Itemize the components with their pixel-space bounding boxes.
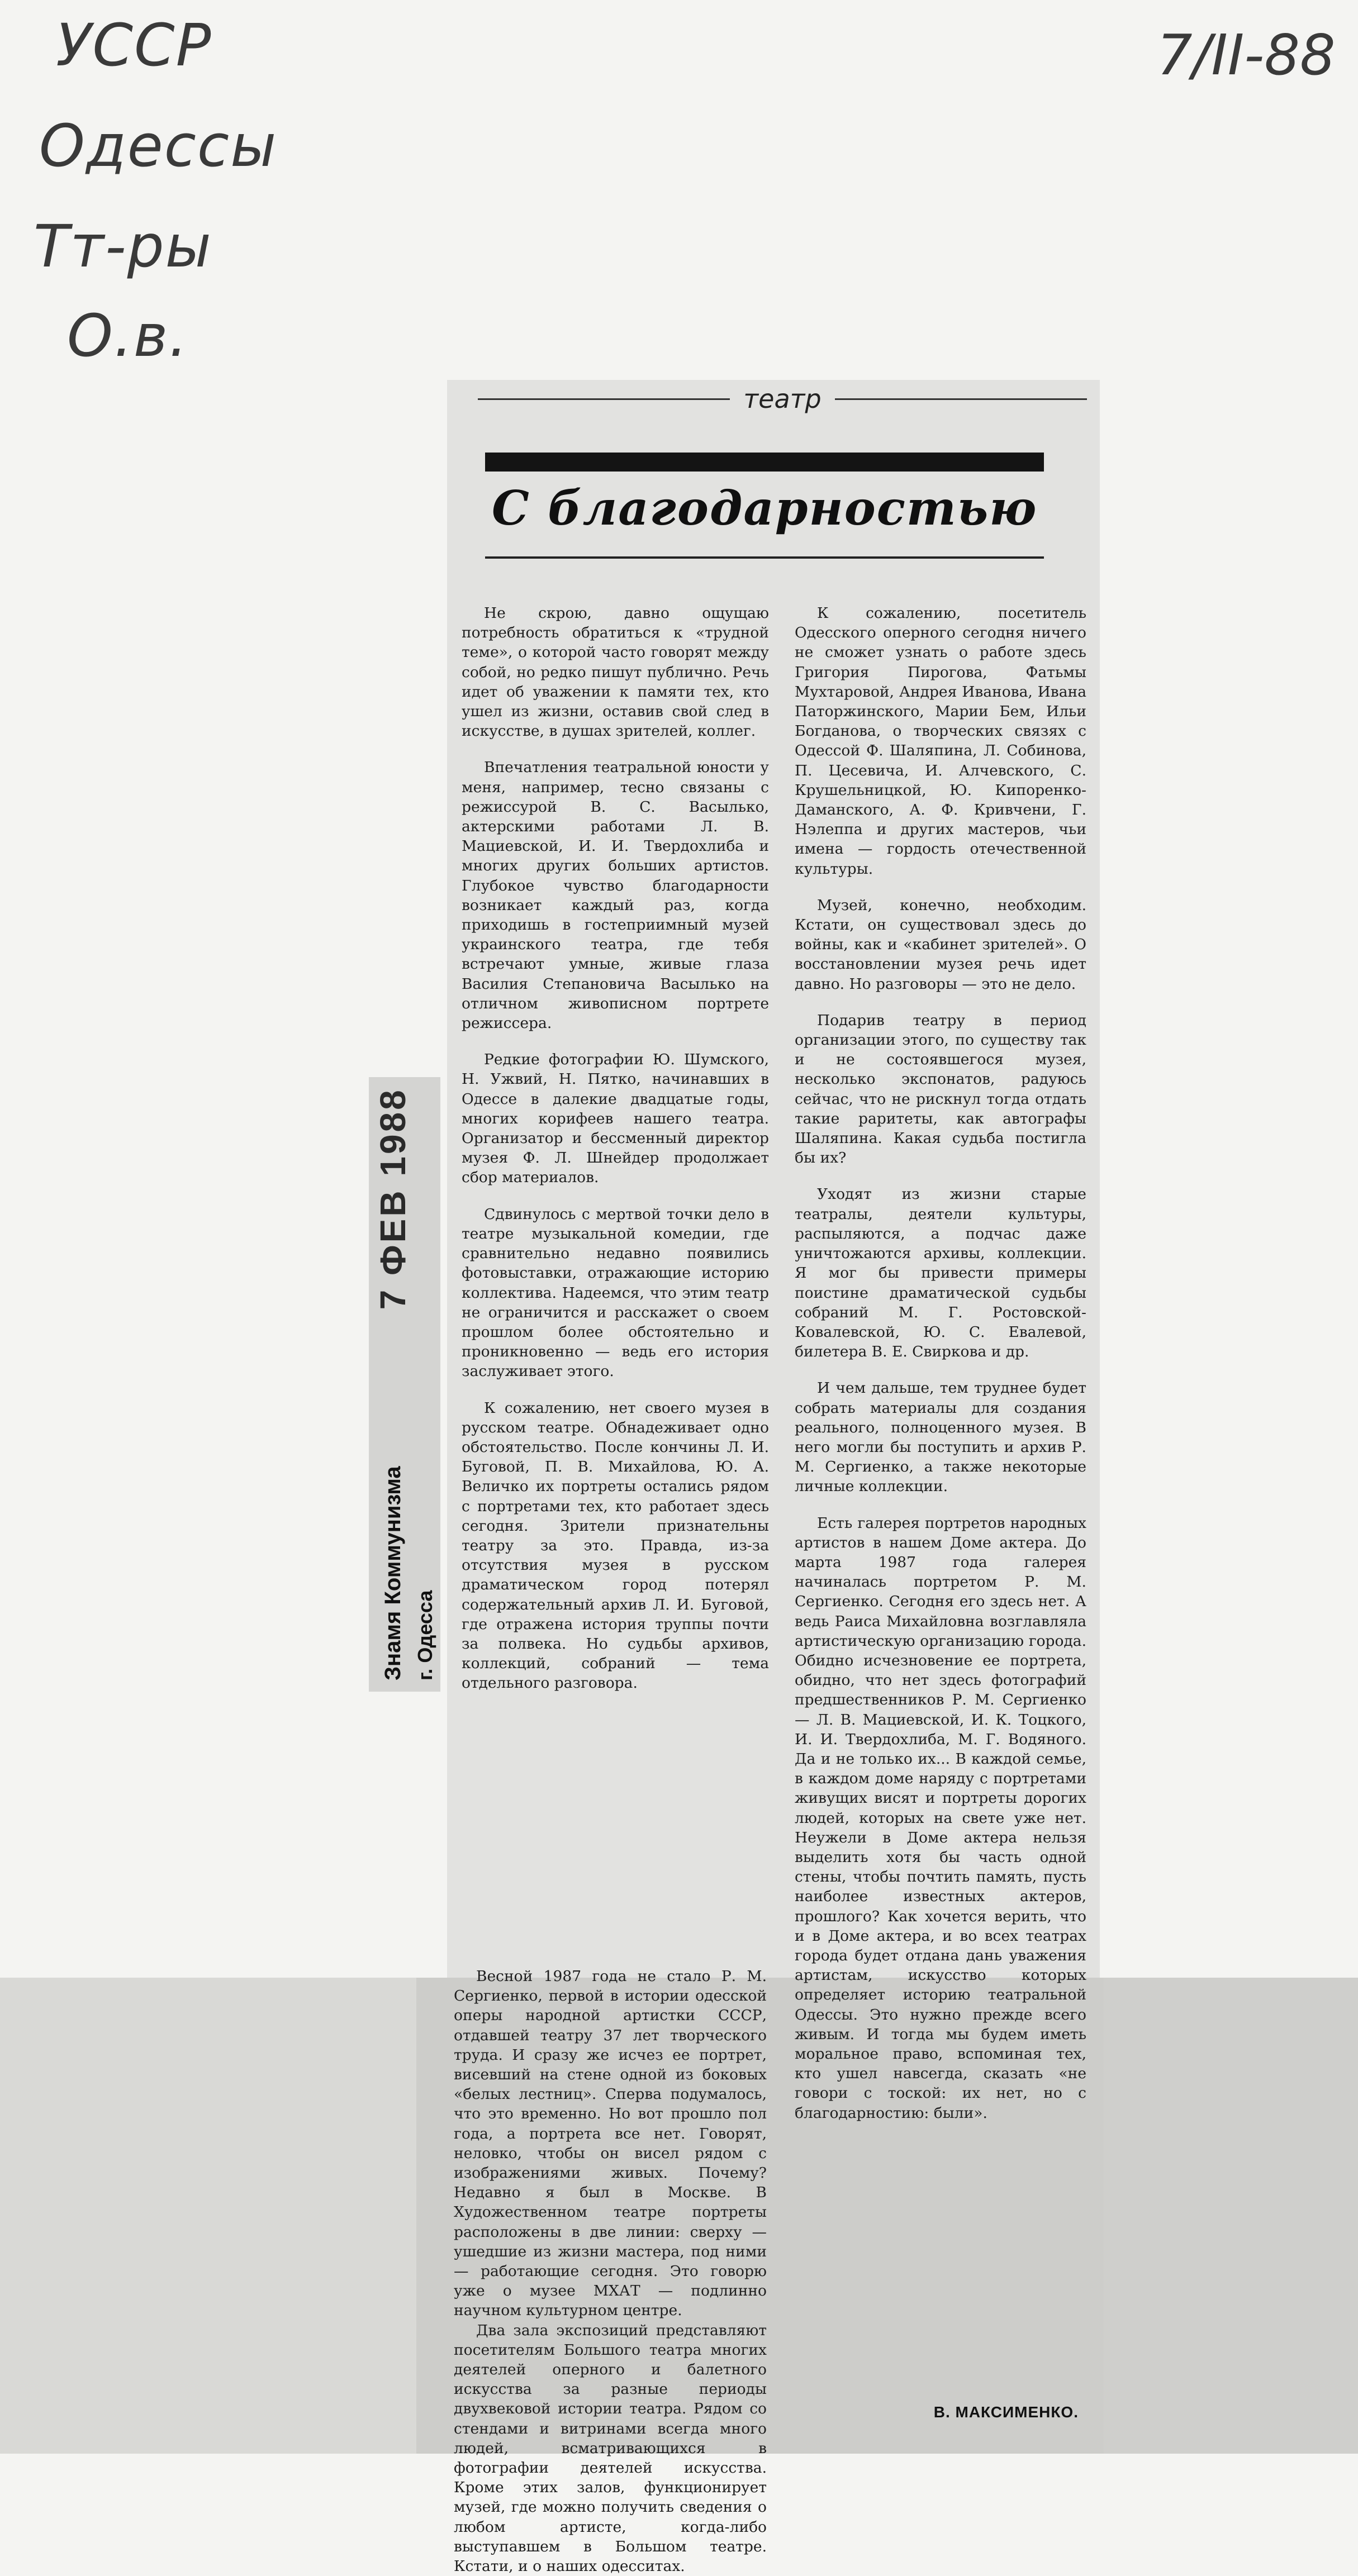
newspaper-stamp bbox=[369, 1077, 440, 1692]
paragraph-12: И чем дальше, тем труднее будет собрать материалы для создания реального, полноценного музея. В него могли бы поступить и архив Р. М. Сергиенко, а также некоторые личные коллекции. bbox=[795, 1379, 1086, 1496]
handwritten-note-line-4: О.в. bbox=[67, 302, 189, 370]
article-column-left-continued bbox=[454, 1966, 767, 2575]
headline-underline bbox=[485, 556, 1044, 559]
newspaper-stamp-strip bbox=[369, 1077, 440, 1692]
paragraph-4: Сдвинулось с мертвой точки дело в театре музыкальной комедии, где сравнительно недавно появились фотовыставки, отражающие историю коллектива. Надеемся, что этим театр не ограничится и расскажет о своем прошлом более обстоятельно и проникновенно — ведь его история заслуживает этого. bbox=[462, 1205, 769, 1380]
stamp-top-line bbox=[372, 1077, 414, 1680]
rubric-line-left bbox=[478, 398, 730, 400]
headline-bar bbox=[485, 453, 1044, 472]
stamp-newspaper-name: Знамя Коммунизма bbox=[380, 1466, 405, 1680]
paragraph-5: К сожалению, нет своего музея в русском театре. Обнадеживает одно обстоятельство. После кончины Л. И. Буговой, П. В. Михайлова, Ю. А. Величко их портреты остались рядом с портретами тех, кто работает здесь сегодня. Зрители признательны театру за это. Правда, из-за отсутствия музея в русском драматическом город потерял содержательный архив Л. И. Буговой, где отражена история труппы почти за полвека. Но судьбы архивов, коллекций, собраний — тема отдельного разговора. bbox=[462, 1399, 769, 1692]
handwritten-note-line-1: УССР bbox=[56, 11, 212, 79]
paragraph-9: Музей, конечно, необходим. Кстати, он существовал здесь до войны, как и «кабинет зрителей». О восстановлении музея речь идет давно. Но разговоры — это не дело. bbox=[795, 896, 1086, 993]
handwritten-note-line-2: Одессы bbox=[39, 112, 278, 180]
lower-right-shadow bbox=[1095, 1978, 1358, 2454]
paragraph-7: Два зала экспозиций представляют посетителям Большого театра многих деятелей оперного и балетного искусства за разные периоды двухвековой истории театра. Рядом со стендами и витринами всегда много людей, всматривающихся в фотографии деятелей искусства. Кроме этих залов, функционирует музей, где можно получить сведения о любом артисте, когда-либо выступавшем в Большом театре. Кстати, и о наших одесситах. bbox=[454, 2321, 767, 2575]
paragraph-1: Не скрою, давно ощущаю потребность обратиться к «трудной теме», о которой часто говорят между собой, но редко пишут публично. Речь идет об уважении к памяти тех, кто ушел из жизни, оставив свой след в искусстве, в душах зрителей, коллег. bbox=[462, 604, 769, 740]
handwritten-date: 7/II-88 bbox=[1157, 22, 1336, 88]
stamp-city: г. Одесса bbox=[414, 1590, 436, 1680]
article-byline: В. МАКСИМЕНКО. bbox=[933, 2403, 1079, 2421]
handwritten-note-line-3: Тт-ры bbox=[34, 212, 212, 280]
rubric-label: театр bbox=[743, 384, 822, 414]
paragraph-2: Впечатления театральной юности у меня, например, тесно связаны с режиссурой В. С. Васылько, актерскими работами Л. В. Мациевской, И. И. Твердохлиба и многих других больших артистов. Глубокое чувство благодарности возникает каждый раз, когда приходишь в гостеприимный музей украинского театра, где тебя встречают умные, живые глаза Василия Степановича Васылько на отличном живописном портрете режиссера. bbox=[462, 759, 769, 1032]
paragraph-8: К сожалению, посетитель Одесского оперного сегодня ничего не сможет узнать о работе здесь Григория Пирогова, Фатьмы Мухтаровой, Андрея Иванова, Ивана Паторжинского, Марии Бем, Ильи Богданова, о творческих связях с Одессой Ф. Шаляпина, Л. Собинова, П. Цесевича, И. Алчевского, С. Крушельницкой, Ю. Кипоренко-Даманского, А. Ф. Кривчени, Г. Нэлеппа и других мастеров, чьи имена — гордость отечественной культуры. bbox=[795, 604, 1086, 878]
article-column-left bbox=[462, 603, 769, 1966]
paragraph-6: Весной 1987 года не стало Р. М. Сергиенко, первой в истории одесской оперы народной артистки СССР, отдавшей театру 37 лет творческого труда. И сразу же исчез ее портрет, висевший на стене одной из боковых «белых лестниц». Сперва подумалось, что это временно. Но вот прошло пол года, а портрета все нет. Говорят, неловко, чтобы он висел рядом с изображениями живых. Почему? Недавно я был в Москве. В Художественном театре портреты расположены в две линии: сверху — ушедшие из жизни мастера, под ними — работающие сегодня. Это говорю уже о музее МХАТ — подлинно научном культурном центре. bbox=[454, 1968, 767, 2320]
paragraph-13: Есть галерея портретов народных артистов в нашем Доме актера. До марта 1987 года галерея начиналась портретом Р. М. Сергиенко. Сегодня его здесь нет. А ведь Раиса Михайловна возглавляла артистическую организацию города. Обидно исчезновение ее портрета, обидно, что нет здесь фотографий предшественников Р. М. Сергиенко — Л. В. Мациевской, И. К. Тоцкого, И. И. Твердохлиба, М. Г. Водяного. Да и не только их... В каждой семье, в каждом доме наряду с портретами живущих висят и портреты дорогих людей, которых на свете уже нет. Неужели в Доме актера нельзя выделить хотя бы часть одной стены, чтобы почтить память, пусть наиболее известных актеров, прошлого? Как хочется верить, что и в Доме актера, и во всех театрах города будет отдана дань уважения артистам, искусство которых определяет историю театральной Одессы. Это нужно прежде всего живым. И тогда мы будем иметь моральное право, вспоминая тех, кто ушел навсегда, сказать «не говори с тоской: их нет, но с благодарностию: были». bbox=[795, 1514, 1086, 2122]
paragraph-10: Подарив театру в период организации этого, по существу так и не состоявшегося музея, несколько экспонатов, радуюсь сейчас, что не рискнул тогда отдать такие раритеты, как автографы Шаляпина. Какая судьба постигла бы их? bbox=[795, 1011, 1086, 1167]
paragraph-3: Редкие фотографии Ю. Шумского, Н. Ужвий, Н. Пятко, начинавших в Одессе в далекие двадцатые годы, многих корифеев нашего театра. Организатор и бессменный директор музея Ф. Л. Шнейдер продолжает сбор материалов. bbox=[462, 1051, 769, 1187]
article-column-right bbox=[795, 603, 1086, 2212]
rubric-line-right bbox=[835, 398, 1087, 400]
rubric bbox=[478, 382, 1087, 416]
stamp-date: 7 ФЕВ 1988 bbox=[373, 1088, 413, 1310]
paragraph-11: Уходят из жизни старые театралы, деятели культуры, распыляются, а подчас даже уничтожаются архивы, коллекции. Я мог бы привести примеры поистине драматической судьбы собраний М. Г. Ростовской-Ковалевской, Ю. С. Евалевой, билетера В. Е. Свиркова и др. bbox=[795, 1185, 1086, 1361]
article-headline: С благодарностью bbox=[492, 480, 1038, 536]
